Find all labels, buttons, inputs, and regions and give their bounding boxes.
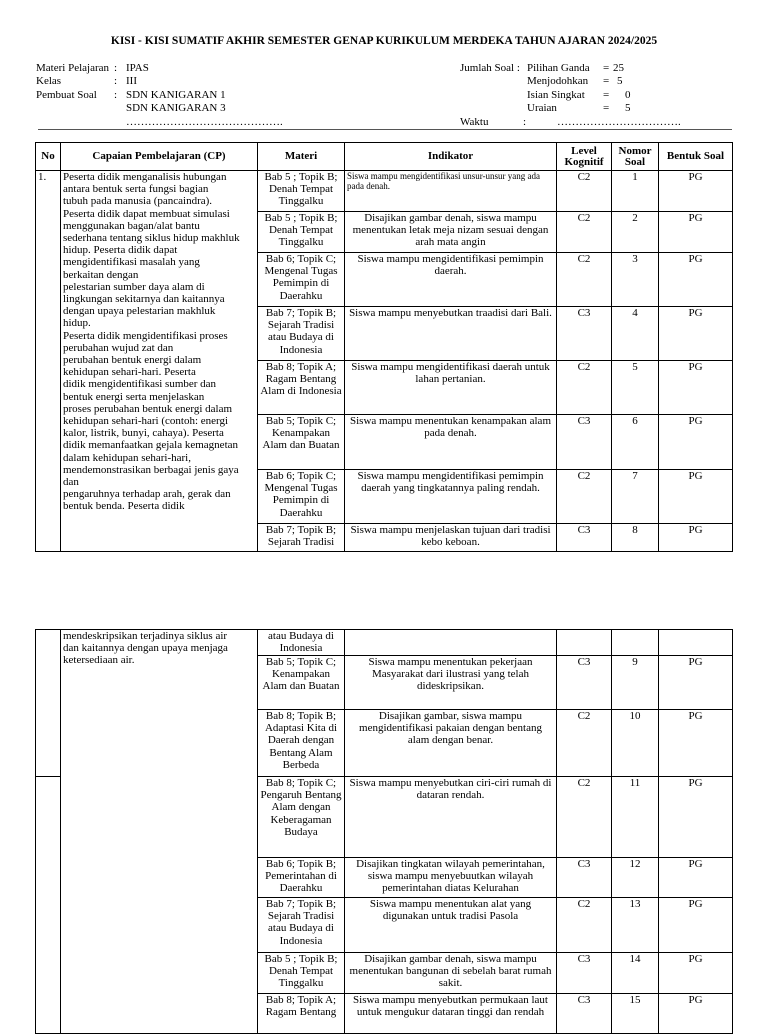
meta-type-row	[527, 75, 623, 87]
header-level	[557, 143, 612, 171]
meta-time	[460, 116, 681, 128]
meta-eq: =	[603, 102, 610, 114]
bentuk-cell: PG	[659, 307, 733, 361]
meta-author	[36, 89, 226, 101]
level-cell: C2	[557, 171, 612, 212]
level-cell: C2	[557, 777, 612, 858]
meta-type-label: Pilihan Ganda	[527, 62, 590, 74]
level-cell: C3	[557, 307, 612, 361]
header-level-line1: Level	[571, 144, 597, 157]
cp-line: antara bentuk serta fungsi bagian	[63, 183, 209, 196]
bentuk-cell	[659, 630, 733, 656]
row-number: 1.	[36, 171, 61, 552]
meta-sep: :	[523, 116, 527, 128]
meta-sep: :	[114, 89, 118, 101]
indikator-cell: Siswa mampu menentukan pekerjaan Masyarakat dari ilustrasi yang telah dideskripsikan.	[345, 656, 557, 710]
meta-type-row	[527, 102, 631, 114]
meta-type-label: Menjodohkan	[527, 75, 589, 87]
indikator-cell: Siswa mampu menjelaskan tujuan dari tradisi kebo keboan.	[345, 524, 557, 552]
cp-line: pengaruhnya terhadap arah, gerak dan	[63, 488, 231, 501]
materi-cell: Bab 7; Topik B; Sejarah Tradisi atau Budaya di Indonesia	[258, 898, 345, 953]
cp-line: Peserta didik dapat membuat simulasi	[63, 207, 230, 220]
nomor-cell	[612, 630, 659, 656]
bentuk-cell: PG	[659, 253, 733, 307]
bentuk-cell: PG	[659, 953, 733, 994]
meta-type-value: 0	[625, 89, 631, 101]
nomor-cell: 6	[612, 415, 659, 470]
cp-line: pelestarian sumber daya alam di	[63, 280, 205, 293]
header-cp: Capaian Pembelajaran (CP)	[61, 143, 258, 171]
bentuk-cell: PG	[659, 212, 733, 253]
indikator-cell: Siswa mampu mengidentifikasi daerah untuk lahan pertanian.	[345, 361, 557, 415]
cp-line: mengidentifikasi masalah yang	[63, 256, 200, 269]
meta-author-dots: …………………………………….	[126, 116, 283, 128]
indikator-cell: Siswa mampu menyebutkan ciri-ciri rumah di dataran rendah.	[345, 777, 557, 858]
cp-line: dengan upaya pelestarian makhluk	[63, 305, 216, 318]
kisi-table-page-1	[35, 142, 733, 552]
cp-line: dan kaitannya dengan upaya menjaga	[63, 642, 228, 655]
level-cell: C3	[557, 524, 612, 552]
level-cell: C3	[557, 994, 612, 1034]
meta-type-label: Uraian	[527, 102, 557, 114]
header-nomor-line1: Nomor	[618, 144, 652, 157]
level-cell: C3	[557, 953, 612, 994]
header-indikator: Indikator	[345, 143, 557, 171]
materi-cell: Bab 7; Topik B; Sejarah Tradisi atau Budaya di Indonesia	[258, 307, 345, 361]
cp-line: didik memanfaatkan gejala kemagnetan	[63, 439, 239, 452]
level-cell: C3	[557, 858, 612, 898]
meta-question-count	[460, 62, 520, 74]
materi-cell: Bab 8; Topik B; Adaptasi Kita di Daerah dengan Bentang Alam Berbeda	[258, 710, 345, 777]
header-level-line2: Kognitif	[564, 155, 604, 168]
cp-line: didik mengidentifikasi sumber dan	[63, 378, 217, 391]
indikator-cell: Siswa mampu mengidentifikasi unsur-unsur yang ada pada denah.	[345, 171, 557, 212]
meta-value: IPAS	[126, 62, 149, 74]
bentuk-cell: PG	[659, 470, 733, 524]
materi-cell: atau Budaya di Indonesia	[258, 630, 345, 656]
materi-cell: Bab 5; Topik C; Kenampakan Alam dan Buatan	[258, 656, 345, 710]
cp-line: kehidupan sehari-hari (contoh: energi	[63, 415, 229, 428]
meta-type-label: Isian Singkat	[527, 89, 585, 101]
nomor-cell: 7	[612, 470, 659, 524]
bentuk-cell: PG	[659, 415, 733, 470]
cp-line: mendemonstrasikan berbagai jenis gaya	[63, 463, 239, 476]
nomor-cell: 2	[612, 212, 659, 253]
cp-line: tubuh pada manusia (pancaindra).	[63, 195, 213, 208]
materi-cell: Bab 5 ; Topik B; Denah Tempat Tinggalku	[258, 953, 345, 994]
meta-sep: :	[114, 62, 118, 74]
indikator-cell: Siswa mampu menyebutkan traadisi dari Bali.	[345, 307, 557, 361]
level-cell: C3	[557, 415, 612, 470]
meta-subject	[36, 62, 149, 74]
header-bentuk: Bentuk Soal	[659, 143, 733, 171]
table-row	[36, 630, 733, 656]
meta-type-value: 5	[625, 102, 631, 114]
indikator-cell: Siswa mampu menyebutkan permukaan laut untuk mengukur dataran tinggi dan rendah	[345, 994, 557, 1034]
divider-line	[38, 129, 732, 130]
materi-cell: Bab 6; Topik C; Mengenal Tugas Pemimpin di Daerahku	[258, 470, 345, 524]
nomor-cell: 5	[612, 361, 659, 415]
materi-cell: Bab 7; Topik B; Sejarah Tradisi	[258, 524, 345, 552]
nomor-cell: 13	[612, 898, 659, 953]
level-cell: C2	[557, 470, 612, 524]
indikator-cell: Siswa mampu mengidentifikasi pemimpin daerah yang tingkatannya paling rendah.	[345, 470, 557, 524]
meta-label: Jumlah Soal	[460, 62, 515, 74]
cp-line: Peserta didik mengidentifikasi proses	[63, 329, 228, 342]
cp-line: hidup. Peserta didik dapat	[63, 244, 178, 257]
meta-eq: =	[603, 62, 610, 74]
header-materi: Materi	[258, 143, 345, 171]
cp-line: perubahan wujud zat dan	[63, 341, 174, 354]
header-no: No	[36, 143, 61, 171]
meta-label: Kelas	[36, 75, 62, 87]
meta-label: Waktu	[460, 116, 489, 128]
indikator-cell: Siswa mampu mengidentifikasi pemimpin daerah.	[345, 253, 557, 307]
meta-label: Materi Pelajaran	[36, 62, 109, 74]
bentuk-cell: PG	[659, 898, 733, 953]
nomor-cell: 15	[612, 994, 659, 1034]
materi-cell: Bab 8; Topik C; Pengaruh Bentang Alam dengan Keberagaman Budaya	[258, 777, 345, 858]
row-number	[36, 777, 61, 1034]
cp-line: kalor, listrik, bunyi, cahaya). Peserta	[63, 427, 224, 440]
level-cell: C2	[557, 212, 612, 253]
indikator-cell	[345, 630, 557, 656]
meta-value: …………………………….	[557, 116, 681, 128]
table-header-row	[36, 143, 733, 171]
nomor-cell: 14	[612, 953, 659, 994]
meta-type-row	[527, 89, 631, 101]
indikator-cell: Disajikan tingkatan wilayah pemerintahan, siswa mampu menyebuutkan wilayah pemerintahan diatas Kelurahan	[345, 858, 557, 898]
meta-sep: :	[114, 75, 118, 87]
cp-line: Peserta didik menganalisis hubungan	[63, 171, 227, 183]
meta-label: Pembuat Soal	[36, 89, 97, 101]
cp-line: mendeskripsikan terjadinya siklus air	[63, 630, 228, 642]
indikator-cell: Siswa mampu menentukan alat yang digunakan untuk tradisi Pasola	[345, 898, 557, 953]
bentuk-cell: PG	[659, 361, 733, 415]
meta-eq: =	[603, 89, 610, 101]
cp-line: hidup.	[63, 317, 91, 330]
nomor-cell: 9	[612, 656, 659, 710]
cp-line: berkaitan dengan	[63, 268, 139, 281]
document-title: KISI - KISI SUMATIF AKHIR SEMESTER GENAP KURIKULUM MERDEKA TAHUN AJARAN 2024/2025	[110, 35, 658, 47]
cp-line: proses perubahan bentuk energi dalam	[63, 402, 233, 415]
cp-line: perubahan bentuk energi dalam	[63, 354, 202, 367]
bentuk-cell: PG	[659, 858, 733, 898]
materi-cell: Bab 8; Topik A; Ragam Bentang	[258, 994, 345, 1034]
meta-class	[36, 75, 137, 87]
level-cell: C2	[557, 253, 612, 307]
meta-type-value: 5	[617, 75, 623, 87]
materi-cell: Bab 6; Topik B; Pemerintahan di Daerahku	[258, 858, 345, 898]
cp-line: lingkungan sekitarnya dan kaitannya	[63, 293, 225, 306]
cp-line: menggunakan bagan/alat bantu	[63, 219, 200, 232]
nomor-cell: 1	[612, 171, 659, 212]
cp-line: dalam kehidupan sehari-hari,	[63, 451, 191, 464]
indikator-cell: Siswa mampu menentukan kenampakan alam pada denah.	[345, 415, 557, 470]
bentuk-cell: PG	[659, 656, 733, 710]
level-cell	[557, 630, 612, 656]
level-cell: C2	[557, 361, 612, 415]
materi-cell: Bab 8; Topik A; Ragam Bentang Alam di Indonesia	[258, 361, 345, 415]
nomor-cell: 4	[612, 307, 659, 361]
indikator-cell: Disajikan gambar, siswa mampu mengidentifikasi pakaian dengan bentang alam dengan benar.	[345, 710, 557, 777]
indikator-cell: Disajikan gambar denah, siswa mampu menentukan bangunan di sebelah barat rumah sakit.	[345, 953, 557, 994]
materi-cell: Bab 6; Topik C; Mengenal Tugas Pemimpin di Daerahku	[258, 253, 345, 307]
meta-value: III	[126, 75, 137, 87]
indikator-cell: Disajikan gambar denah, siswa mampu menentukan letak meja nizam sesuai dengan arah mata angin	[345, 212, 557, 253]
cp-line: ketersediaan air.	[63, 654, 135, 667]
cp-line: kehidupan sehari-hari. Peserta	[63, 366, 196, 379]
nomor-cell: 10	[612, 710, 659, 777]
cp-cell	[61, 171, 258, 552]
cp-line: bentuk benda. Peserta didik	[63, 500, 185, 513]
nomor-cell: 8	[612, 524, 659, 552]
bentuk-cell: PG	[659, 524, 733, 552]
meta-type-value: 25	[613, 62, 624, 74]
meta-type-row	[527, 62, 624, 74]
level-cell: C2	[557, 898, 612, 953]
cp-line: sederhana tentang siklus hidup makhluk	[63, 232, 240, 245]
meta-eq: =	[603, 75, 610, 87]
header-nomor-line2: Soal	[624, 155, 646, 168]
cp-cell	[61, 630, 258, 1034]
bentuk-cell: PG	[659, 171, 733, 212]
table-row	[36, 171, 733, 212]
materi-cell: Bab 5; Topik C; Kenampakan Alam dan Buatan	[258, 415, 345, 470]
nomor-cell: 12	[612, 858, 659, 898]
materi-cell: Bab 5 ; Topik B; Denah Tempat Tinggalku	[258, 171, 345, 212]
nomor-cell: 11	[612, 777, 659, 858]
bentuk-cell: PG	[659, 777, 733, 858]
nomor-cell: 3	[612, 253, 659, 307]
bentuk-cell: PG	[659, 994, 733, 1034]
cp-line: dan	[63, 476, 79, 489]
meta-sep: :	[516, 62, 520, 74]
cp-line: bentuk energi serta menjelaskan	[63, 390, 205, 403]
materi-cell: Bab 5 ; Topik B; Denah Tempat Tinggalku	[258, 212, 345, 253]
meta-author-2: SDN KANIGARAN 3	[126, 102, 226, 114]
level-cell: C2	[557, 710, 612, 777]
row-number	[36, 630, 61, 777]
kisi-table-page-2	[35, 629, 733, 1034]
header-nomor	[612, 143, 659, 171]
level-cell: C3	[557, 656, 612, 710]
bentuk-cell: PG	[659, 710, 733, 777]
meta-value: SDN KANIGARAN 1	[126, 89, 226, 101]
